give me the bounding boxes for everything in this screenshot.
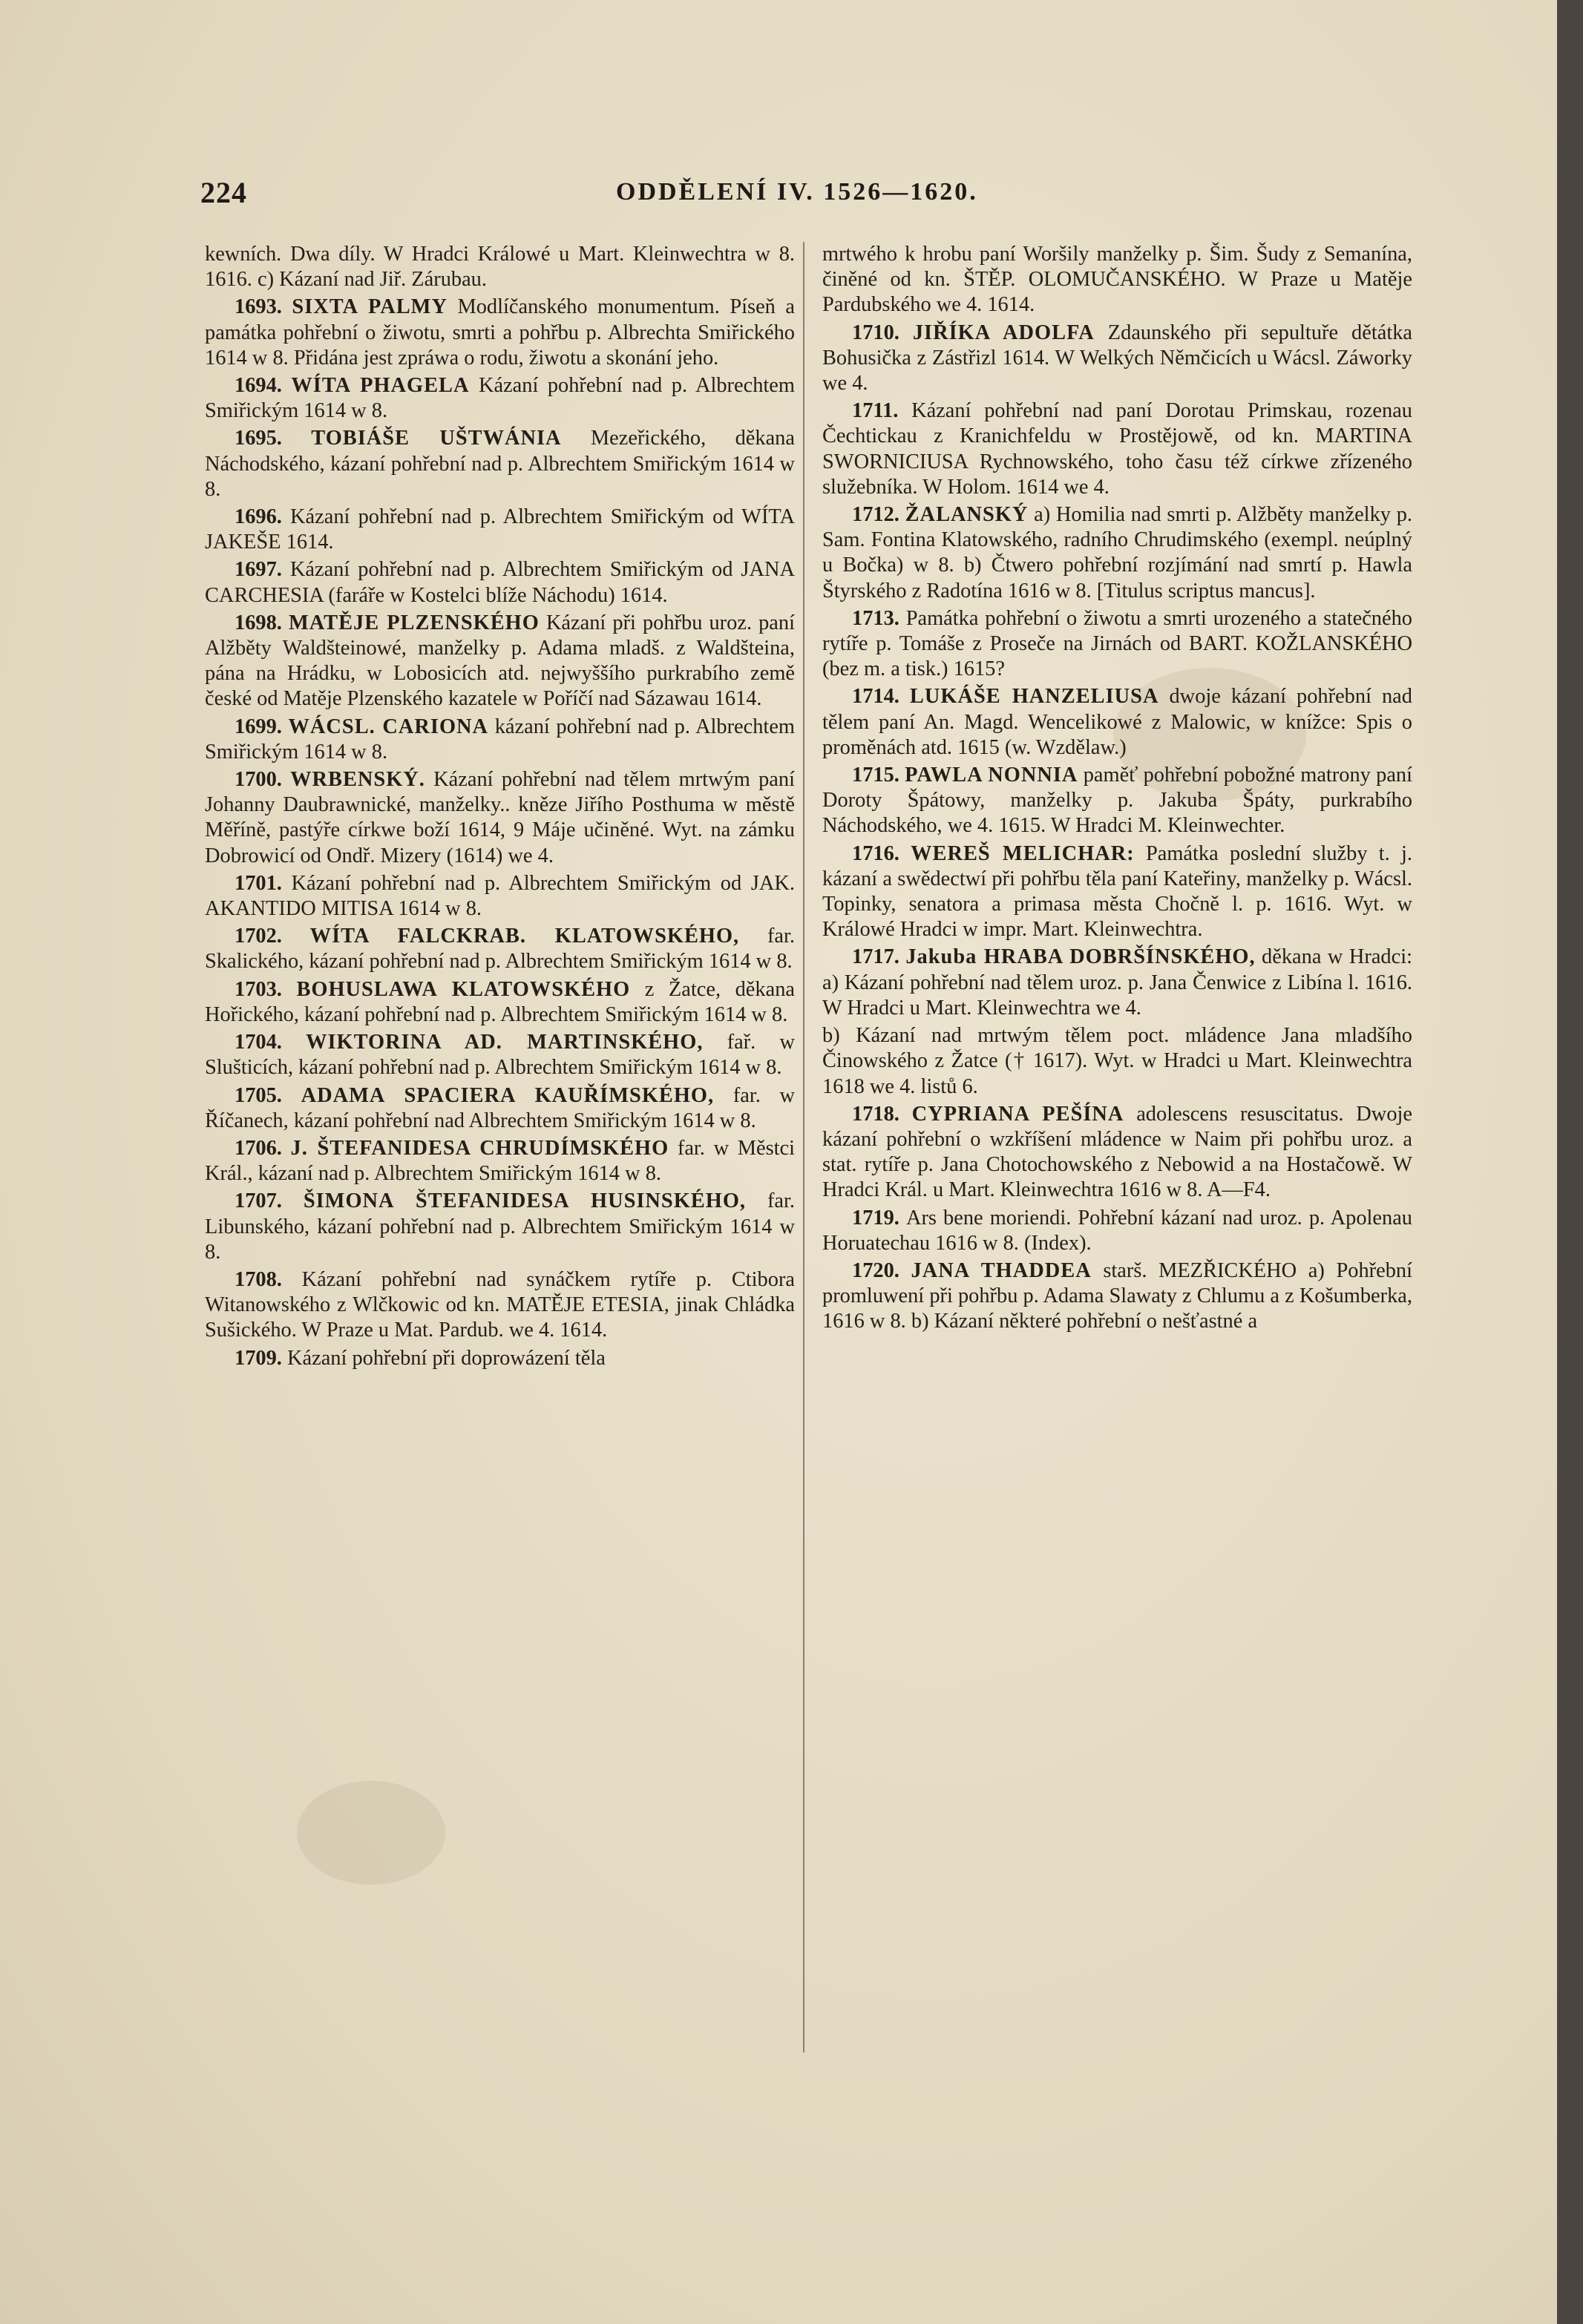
- entry-number: 1712.: [852, 503, 905, 527]
- entry-text: a) Homilia nad smrti p. Alžběty manželky p. Sam. Fontina Klatowského, radního Chrudimského (exempl. neúplný u Bočka) w 8. b) Čtwero pohřební rozjímání nad smrtí p. Hawla Štyrského z Radotína 1616 w 8. [Titulus scriptus mancus].: [822, 503, 1412, 603]
- entry-text: far. Skalického, kázaní pohřební nad p. Albrechtem Smiřickým 1614 w 8.: [205, 925, 795, 974]
- entry-number: 1708.: [235, 1267, 302, 1291]
- entry-text: Modlíčanského monumentum. Píseň a památka pohřební o žiwotu, smrti a pohřbu p. Albrechta Smiřického 1614 w 8. Přidána jest zpráwa o rodu, žiwotu a skonání jeho.: [205, 295, 795, 370]
- entry-text: Památka pohřební o žiwotu a smrti urozeného a statečného rytíře p. Tomáše z Proseče na Jirnách od BART. KOŽLANSKÉHO (bez m. a tisk.) 1615?: [822, 606, 1412, 681]
- bibliography-entry: [822, 684, 1412, 761]
- entry-number: 1695.: [235, 427, 312, 450]
- entry-author-name: WEREŠ MELICHAR:: [911, 841, 1135, 865]
- entry-author-name: ŠIMONA ŠTEFANIDESA HUSINSKÉHO,: [303, 1189, 746, 1213]
- entry-number: 1698.: [235, 611, 289, 634]
- bibliography-entry: [822, 321, 1412, 397]
- bibliography-entry: [822, 1023, 1412, 1100]
- bibliography-entry: [205, 715, 795, 765]
- entry-author-name: CYPRIANA PEŠÍNA: [911, 1102, 1124, 1126]
- bibliography-entry: [205, 242, 795, 292]
- entry-author-name: JIŘÍKA ADOLFA: [912, 321, 1095, 344]
- entry-number: 1703.: [235, 977, 297, 1001]
- right-column: [822, 242, 1412, 1337]
- entry-text: Kázaní pohřební nad p. Albrechtem Smiřickým od WÍTA JAKEŠE 1614.: [205, 505, 795, 554]
- entry-text: Zdaunského při sepultuře dětátka Bohusička z Zástřizl 1614. W Welkých Němčicích u Wácsl. Záworky we 4.: [822, 321, 1413, 395]
- bibliography-entry: [822, 398, 1412, 500]
- bibliography-entry: [205, 1346, 795, 1371]
- entry-text: Mezeřického, děkana Náchodského, kázaní pohřební nad p. Albrechtem Smiřickým 1614 w 8.: [205, 427, 795, 501]
- bibliography-entry: [205, 767, 795, 869]
- entry-number: 1699.: [235, 715, 289, 738]
- entry-number: 1715.: [852, 764, 905, 787]
- bibliography-entry: [205, 871, 795, 922]
- entry-text: far. w Městci Král., kázaní nad p. Albrechtem Smiřickým 1614 w 8.: [205, 1136, 795, 1186]
- entry-number: 1713.: [852, 606, 906, 630]
- bibliography-entry: [822, 606, 1412, 683]
- entry-number: 1716.: [852, 841, 911, 865]
- entry-author-name: ŽALANSKÝ: [905, 503, 1029, 527]
- bibliography-entry: [205, 505, 795, 555]
- entry-author-name: TOBIÁŠE UŠTWÁNIA: [311, 427, 562, 450]
- entry-author-name: Jakuba HRABA DOBRŠÍNSKÉHO,: [905, 945, 1256, 969]
- bibliography-entry: [822, 763, 1412, 839]
- entry-text: Ars bene moriendi. Pohřební kázaní nad uroz. p. Apolenau Horuatechau 1616 w 8. (Index).: [822, 1206, 1412, 1255]
- entry-text: fař. w Slušticích, kázaní pohřební nad p. Albrechtem Smiřickým 1614 w 8.: [205, 1031, 795, 1080]
- entry-author-name: LUKÁŠE HANZELIUSA: [909, 685, 1159, 709]
- bibliography-entry: [205, 1189, 795, 1265]
- entry-text: Památka poslední služby t. j. kázaní a swědectwí při pohřbu těla paní Kateřiny, manželky p. Wácsl. Topinky, senatora a primasa města Chočně l. p. 1616. Wyt. w Králowé Hradci w impr. Mart. Kleinwechtra.: [822, 841, 1412, 942]
- entry-text: Kázaní pohřební nad tělem mrtwým paní Johanny Daubrawnické, manželky.. kněze Jiřího Posthuma w městě Měříně, pastýře církwe boží 1614, 9 Máje učiněné. Wyt. na zámku Dobrowicí od Ondř. Mizery (1614) we 4.: [205, 768, 795, 867]
- entry-author-name: WÍTA PHAGELA: [291, 374, 470, 398]
- entry-text: adolescens resuscitatus. Dwoje kázaní pohřební o wzkříšení mládence w Naim při pohřbu uroz. a stat. rytíře p. Jana Chotochowského z Nebowid a na Hostačowě. W Hradci Král. u Mart. Kleinwechtra 1616 w 8. A—F4.: [822, 1102, 1412, 1202]
- bibliography-entry: [822, 242, 1412, 318]
- entry-text: paměť pohřební pobožné matrony paní Doroty Špátowy, manželky p. Jakuba Špáty, purkrabího Náchodského, we 4. 1615. W Hradci M. Kleinwechter.: [822, 764, 1412, 838]
- entry-text: mrtwého k hrobu paní Woršily manželky p. Šim. Šudy z Semanína, činěné od kn. ŠTĚP. OLOMUČANSKÉHO. W Praze u Matěje Pardubského we 4. 1614.: [822, 243, 1412, 317]
- bibliography-entry: [205, 557, 795, 608]
- entry-author-name: PAWLA NONNIA: [905, 764, 1078, 787]
- bibliography-entry: [205, 295, 795, 371]
- entry-author-name: WRBENSKÝ.: [290, 768, 425, 792]
- entry-text: starš. MEZŘICKÉHO a) Pohřební promluwení při pohřbu p. Adama Slawaty z Chlumu a z Košumberka, 1616 w 8. b) Kázaní některé pohřební o nešťastné a: [822, 1258, 1412, 1333]
- entry-text: Kázaní pohřební nad synáčkem rytíře p. Ctibora Witanowského z Wlčkowic od kn. MATĚJE ETESIA, jinak Chládka Sušického. W Praze u Mat. Pardub. we 4. 1614.: [205, 1267, 796, 1342]
- bibliography-entry: [205, 426, 795, 502]
- bibliography-entry: [205, 977, 795, 1028]
- entry-author-name: WÁCSL. CARIONA: [288, 715, 489, 738]
- entry-number: 1719.: [852, 1206, 906, 1230]
- entry-text: Kázaní pohřební nad paní Dorotau Primskau, rozenau Čechtickau z Kranichfeldu w Prostějowě, od kn. MARTINA SWORNICIUSA Rychnowského, toho času též církwe zřízeného služebníka. W Holom. 1614 we 4.: [822, 399, 1412, 499]
- bibliography-entry: [822, 945, 1412, 1021]
- entry-text: far. Libunského, kázaní pohřební nad p. Albrechtem Smiřickým 1614 w 8.: [205, 1189, 795, 1264]
- entry-author-name: WIKTORINA AD. MARTINSKÉHO,: [306, 1031, 704, 1054]
- entry-author-name: ADAMA SPACIERA KAUŘÍMSKÉHO,: [301, 1083, 715, 1107]
- entry-author-name: JANA THADDEA: [911, 1258, 1092, 1282]
- page-header: [200, 175, 1418, 212]
- entry-number: 1696.: [235, 505, 291, 529]
- bibliography-entry: [205, 1136, 795, 1186]
- entry-number: 1697.: [235, 558, 290, 582]
- entry-number: 1693.: [235, 295, 292, 319]
- entry-text: Kázaní pohřební nad p. Albrechtem Smiřickým 1614 w 8.: [205, 374, 795, 423]
- entry-number: 1709.: [235, 1346, 287, 1370]
- bibliography-entry: [205, 373, 795, 424]
- bibliography-entry: [205, 1083, 795, 1134]
- entry-text: z Žatce, děkana Hořického, kázaní pohřební nad p. Albrechtem Smiřickým 1614 w 8.: [205, 977, 795, 1026]
- bibliography-entry: [205, 1030, 795, 1080]
- entry-text: Kázaní pohřební při doprowázení těla: [286, 1346, 606, 1370]
- entry-text: Kázaní pohřební nad p. Albrechtem Smiřickým od JAK. AKANTIDO MITISA 1614 w 8.: [205, 871, 795, 921]
- entry-number: 1694.: [235, 374, 292, 398]
- entry-author-name: WÍTA FALCKRAB. KLATOWSKÉHO,: [309, 925, 740, 948]
- entry-text: b) Kázaní nad mrtwým tělem poct. mládence Jana mladšího Činowského z Žatce († 1617). Wyt. w Hradci u Mart. Kleinwechtra 1618 we 4. listů 6.: [822, 1024, 1412, 1098]
- bibliography-entry: [205, 924, 795, 974]
- entry-number: 1702.: [235, 925, 310, 948]
- entry-number: 1704.: [235, 1031, 307, 1054]
- entry-author-name: SIXTA PALMY: [292, 295, 448, 319]
- entry-author-name: BOHUSLAWA KLATOWSKÉHO: [296, 977, 631, 1001]
- entry-number: 1720.: [852, 1258, 911, 1282]
- column-divider: [803, 242, 804, 2052]
- page-number: 224: [200, 176, 247, 209]
- bibliography-entry: [822, 841, 1412, 943]
- entry-author-name: MATĚJE PLZENSKÉHO: [288, 611, 540, 634]
- entry-number: 1714.: [852, 685, 910, 709]
- page-stain: [297, 1781, 445, 1885]
- entry-text: Kázaní při pohřbu uroz. paní Alžběty Waldšteinowé, manželky p. Adama mladš. z Waldšteina, pána na Hrádku, w Lobosicích atd. nejwyššího purkrabího země české od Matěje Plzenského kazatele w Poříčí nad Sázawau 1614.: [205, 611, 795, 711]
- entry-number: 1700.: [235, 768, 291, 792]
- entry-number: 1707.: [235, 1189, 304, 1213]
- bibliography-entry: [822, 502, 1412, 604]
- entry-text: děkana w Hradci: a) Kázaní pohřební nad tělem uroz. p. Jana Čenwice z Libína l. 1616. W Hradci u Mart. Kleinwechtra we 4.: [822, 945, 1412, 1020]
- bibliography-entry: [822, 1206, 1412, 1256]
- entry-text: Kázaní pohřební nad p. Albrechtem Smiřickým od JANA CARCHESIA (faráře w Kostelci blíže Náchodu) 1614.: [205, 558, 795, 607]
- bibliography-entry: [205, 611, 795, 712]
- entry-text: dwoje kázaní pohřební nad tělem paní An. Magd. Wencelikowé z Malowic, w knížce: Spis o proměnách atd. 1615 (w. Wzdělaw.): [822, 685, 1412, 759]
- bibliography-entry: [822, 1258, 1412, 1335]
- entry-number: 1706.: [235, 1136, 291, 1160]
- entry-number: 1711.: [852, 399, 912, 423]
- entry-number: 1705.: [235, 1083, 301, 1107]
- left-column: [205, 242, 795, 1373]
- running-title: ODDĚLENÍ IV. 1526—1620.: [616, 178, 978, 206]
- entry-text: far. w Říčanech, kázaní pohřební nad Albrechtem Smiřickým 1614 w 8.: [205, 1083, 795, 1132]
- entry-number: 1717.: [852, 945, 906, 969]
- bibliography-entry: [822, 1102, 1412, 1204]
- book-edge: [1557, 0, 1583, 2324]
- entry-number: 1701.: [235, 871, 292, 895]
- entry-author-name: J. ŠTEFANIDESA CHRUDÍMSKÉHO: [290, 1136, 669, 1160]
- entry-text: kázaní pohřební nad p. Albrechtem Smiřickým 1614 w 8.: [205, 715, 795, 764]
- entry-text: kewních. Dwa díly. W Hradci Králowé u Mart. Kleinwechtra w 8. 1616. c) Kázaní nad Jiř. Zárubau.: [205, 243, 795, 292]
- entry-number: 1718.: [852, 1102, 912, 1126]
- bibliography-entry: [205, 1267, 795, 1344]
- entry-number: 1710.: [852, 321, 913, 344]
